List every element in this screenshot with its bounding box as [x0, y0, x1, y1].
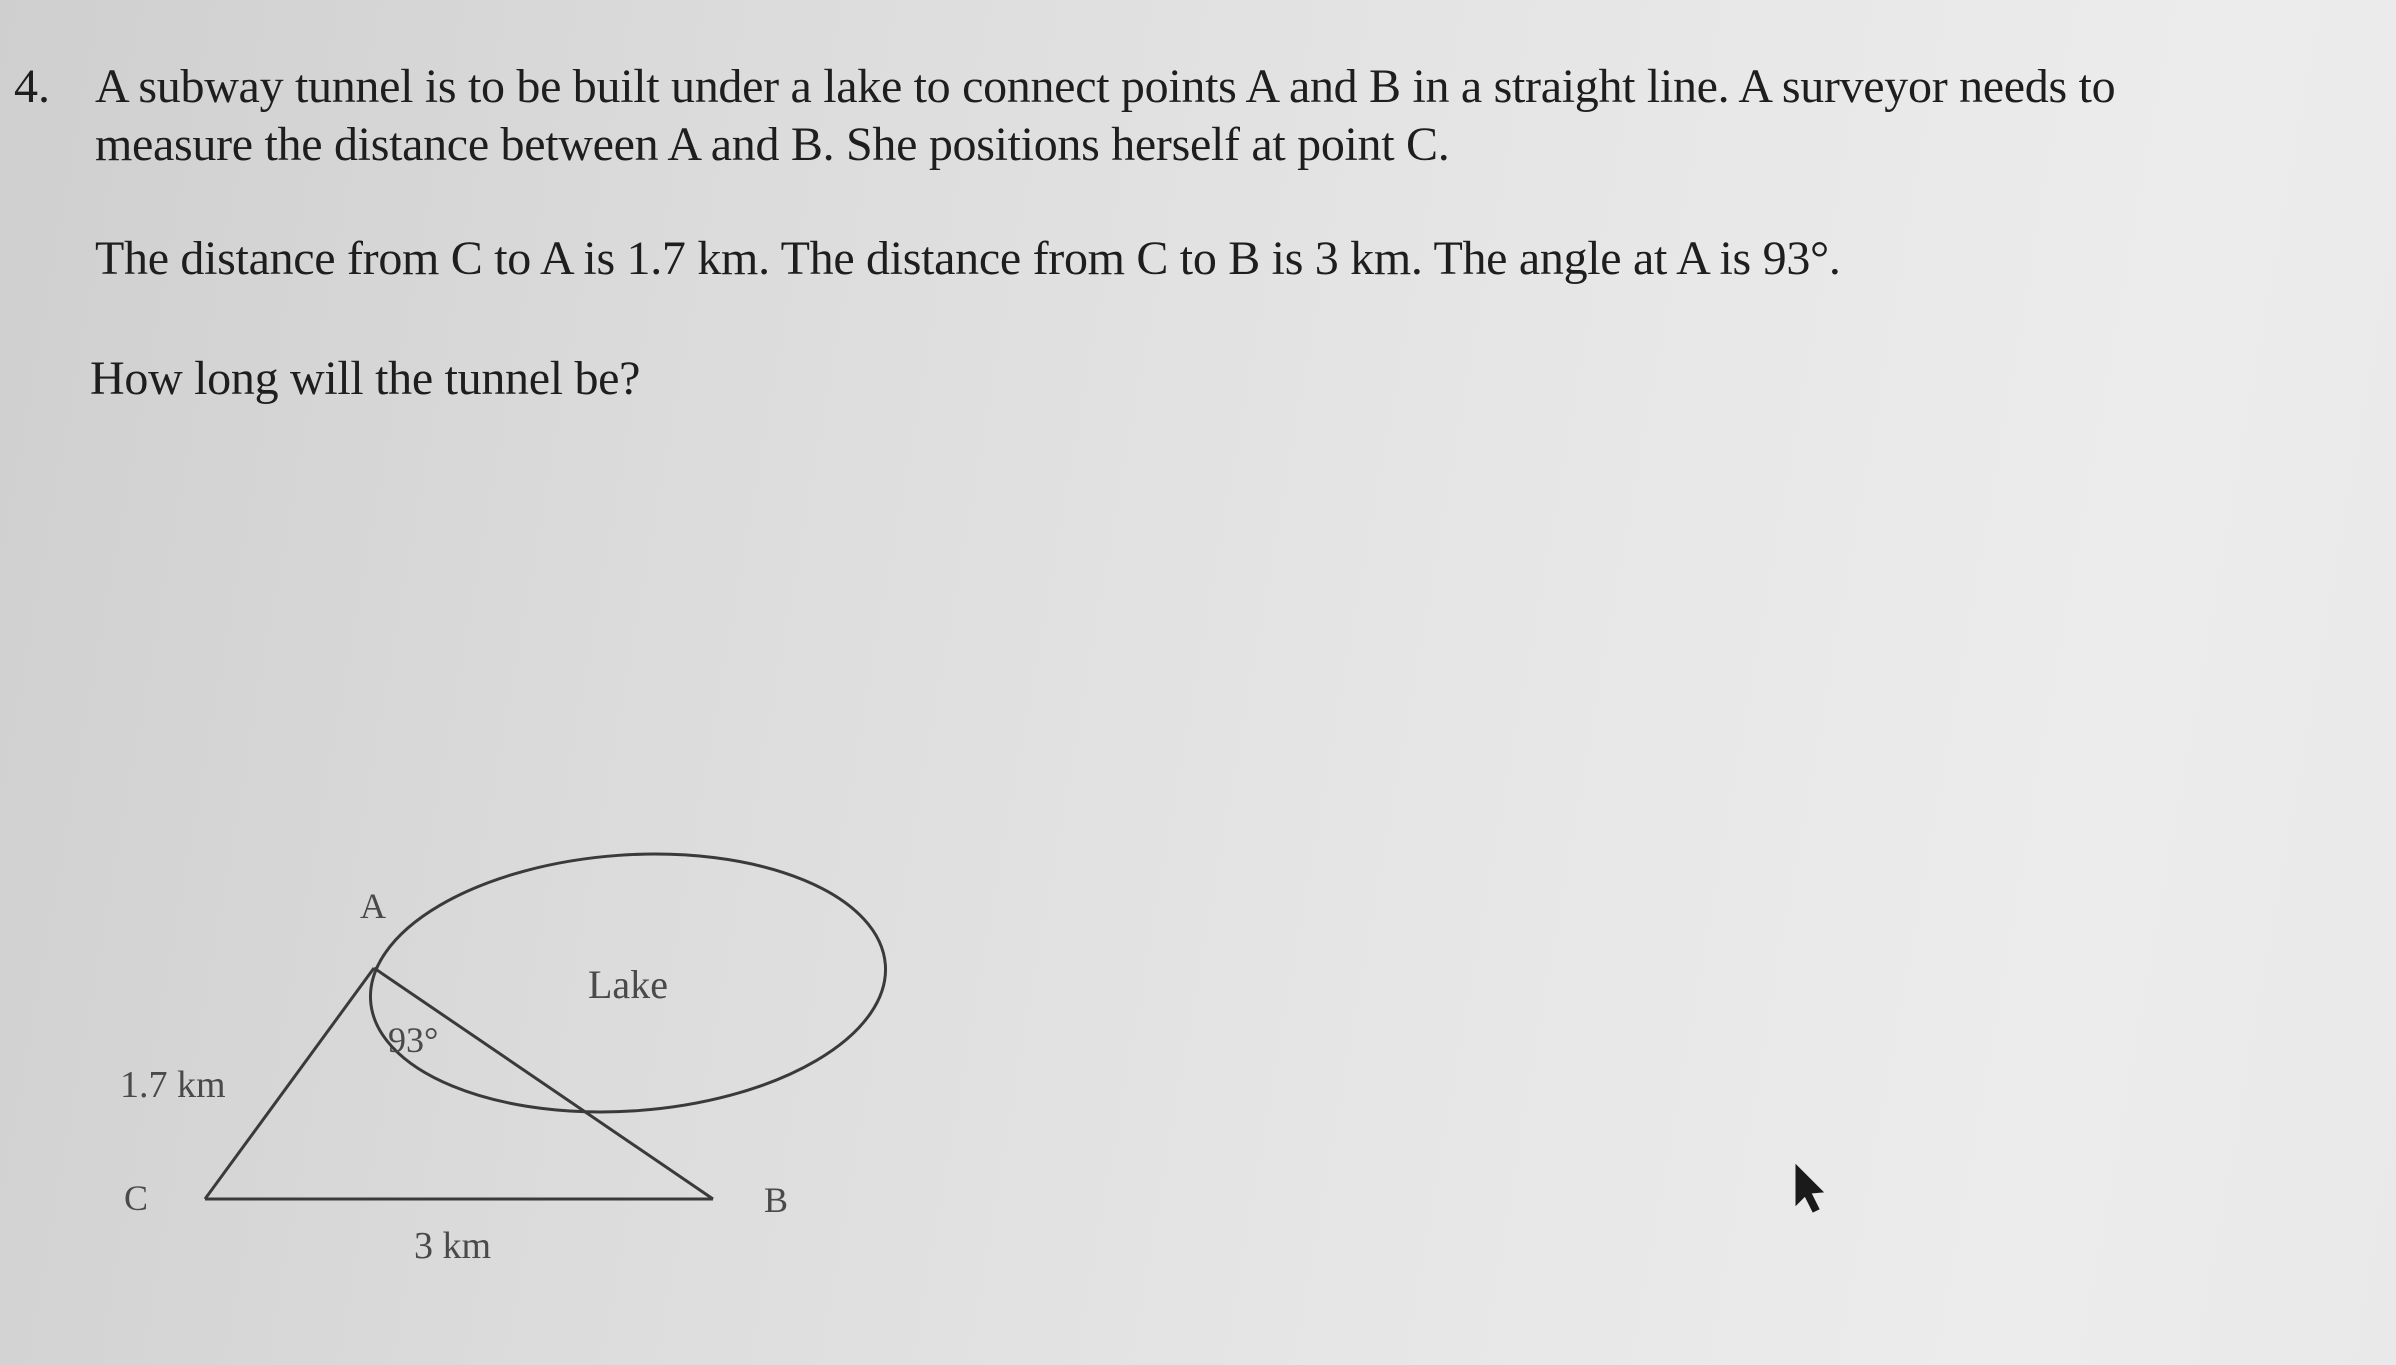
- side-cb-length-label: 3 km: [414, 1225, 492, 1267]
- side-ca-line: [205, 968, 374, 1199]
- question-line-2: measure the distance between A and B. She positions herself at point C.: [95, 118, 1450, 171]
- point-b-label: B: [764, 1180, 789, 1220]
- angle-a-label: 93°: [388, 1020, 439, 1060]
- mouse-cursor-icon: [1796, 1165, 1823, 1212]
- question-prompt: How long will the tunnel be?: [90, 352, 641, 405]
- lake-label: Lake: [588, 962, 668, 1007]
- question-line-3: The distance from C to A is 1.7 km. The distance from C to B is 3 km. The angle at A is 93°.: [95, 232, 1841, 285]
- question-number: 4.: [14, 60, 50, 113]
- question-line-1: A subway tunnel is to be built under a lake to connect points A and B in a straight line. A surveyor needs to: [95, 60, 2116, 113]
- side-ca-length-label: 1.7 km: [120, 1064, 226, 1106]
- point-c-label: C: [124, 1178, 149, 1218]
- point-a-label: A: [360, 886, 386, 926]
